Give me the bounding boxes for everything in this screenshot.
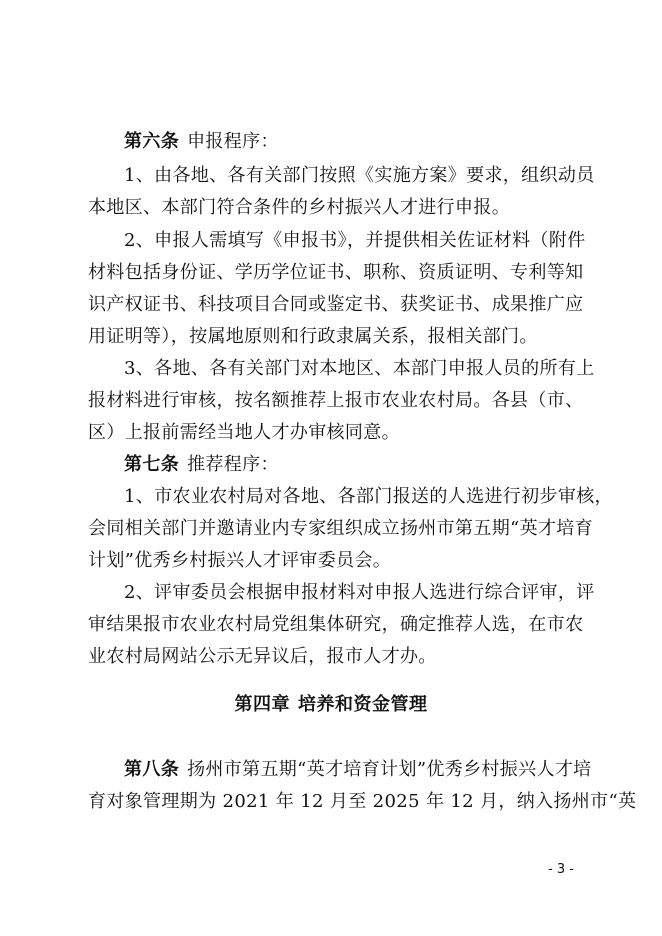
- chapter-4-heading: [0, 693, 662, 717]
- article-8-label: 第八条: [124, 759, 180, 780]
- article-7-line-6: 业农村局网站公示无异议后，报市人才办。: [88, 646, 437, 667]
- article-7-line-2: 会同相关部门并邀请业内专家组织成立扬州市第五期“英才培育: [88, 518, 593, 539]
- article-6-label: 第六条: [124, 131, 180, 152]
- article-8-text-1: 扬州市第五期“英才培育计划”优秀乡村振兴人才培: [187, 759, 592, 780]
- article-8-line-1: [88, 758, 592, 782]
- article-6-line-8: 报材料进行审核，按名额推荐上报市农业农村局。各县（市、: [88, 390, 584, 411]
- article-7-line-1: 1、市农业农村局对各地、各部门报送的人选进行初步审核，: [124, 486, 613, 507]
- chapter-4-label: 第四章: [234, 694, 290, 715]
- article-6-title: 申报程序：: [187, 131, 279, 152]
- article-6-line-3: 2、申报人需填写《申报书》，并提供相关佐证材料（附件: [124, 230, 586, 251]
- article-7-line-4: 2、评审委员会根据申报材料对申报人选进行综合评审，评: [124, 582, 595, 603]
- chapter-4-title: 培养和资金管理: [298, 694, 428, 715]
- article-6-heading: [88, 130, 574, 154]
- article-8-line-2: 育对象管理期为 2021 年 12 月至 2025 年 12 月，纳入扬州市“英: [88, 791, 637, 812]
- article-6-line-7: 3、各地、各有关部门对本地区、本部门申报人员的所有上: [124, 358, 595, 379]
- article-6-line-5: 识产权证书、科技项目合同或鉴定书、获奖证书、成果推广应: [88, 294, 584, 315]
- article-7-heading: [88, 453, 574, 477]
- article-6-line-9: 区）上报前需经当地人才办审核同意。: [88, 422, 400, 443]
- article-7-label: 第七条: [124, 454, 180, 475]
- article-7-title: 推荐程序：: [187, 454, 279, 475]
- article-7-line-5: 审结果报市农业农村局党组集体研究，确定推荐人选，在市农: [88, 614, 584, 635]
- article-6-line-1: 1、由各地、各有关部门按照《实施方案》要求，组织动员: [124, 165, 595, 186]
- article-6-line-2: 本地区、本部门符合条件的乡村振兴人才进行申报。: [88, 197, 511, 218]
- article-6-line-4: 材料包括身份证、学历学位证书、职称、资质证明、专利等知: [88, 262, 584, 283]
- article-7-line-3: 计划”优秀乡村振兴人才评审委员会。: [88, 550, 392, 571]
- page-number: - 3 -: [548, 862, 574, 877]
- article-6-line-6: 用证明等），按属地原则和行政隶属关系，报相关部门。: [88, 326, 538, 347]
